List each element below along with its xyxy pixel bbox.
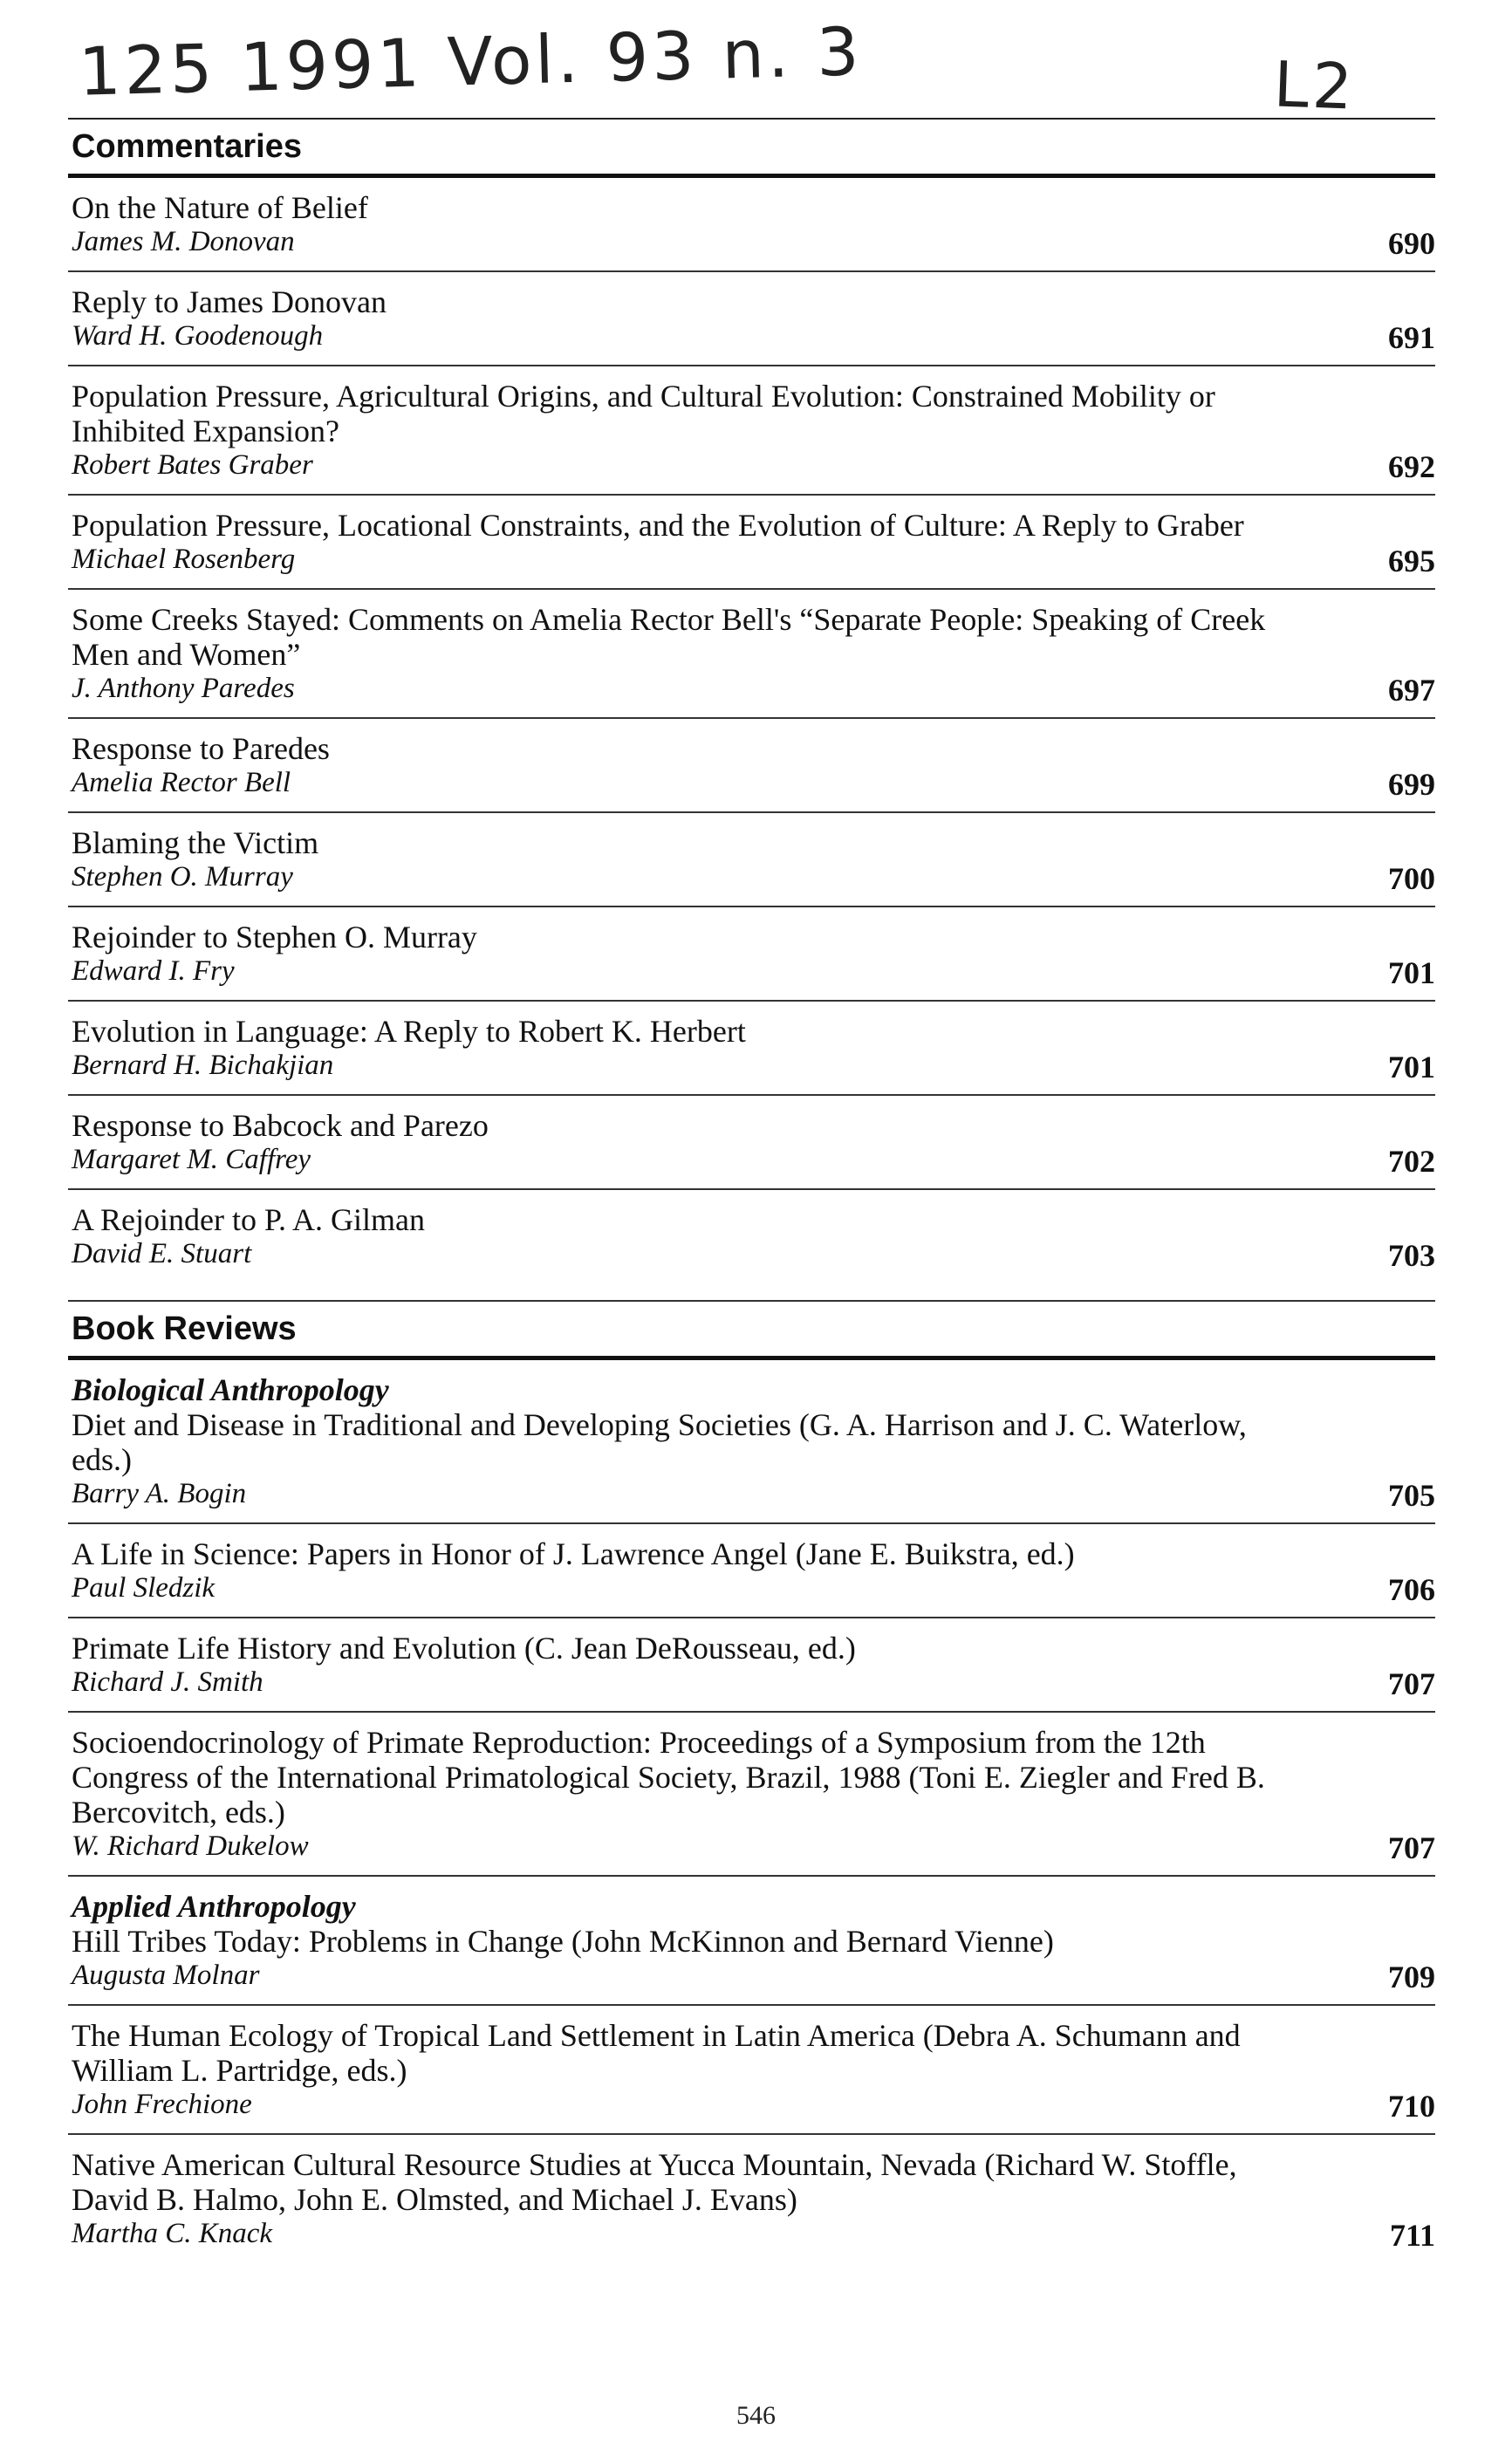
toc-entry xyxy=(68,272,1435,366)
entry-author: Stephen O. Murray xyxy=(72,861,293,893)
entry-page-number: 705 xyxy=(1388,1478,1435,1513)
handwritten-volume-note: 125 1991 Vol. 93 n. 3 xyxy=(77,12,864,111)
entry-author: Margaret M. Caffrey xyxy=(72,1144,311,1175)
entry-author: Richard J. Smith xyxy=(72,1666,263,1698)
entry-author: Ward H. Goodenough xyxy=(72,320,324,352)
entry-title: Reply to James Donovan xyxy=(72,284,387,319)
entry-author: John Frechione xyxy=(72,2089,252,2120)
toc-entry xyxy=(68,496,1435,590)
entry-page-number: 697 xyxy=(1388,673,1435,708)
book-reviews-list xyxy=(68,1360,1435,2262)
entry-title: Native American Cultural Resource Studies at Yucca Mountain, Nevada (Richard W. Stoffle, David B. Halmo, John E. Olmsted, and Michael J. Evans) xyxy=(72,2147,1237,2217)
entry-title: Population Pressure, Locational Constraints, and the Evolution of Culture: A Reply to Graber xyxy=(72,508,1244,543)
entry-title: On the Nature of Belief xyxy=(72,190,368,225)
entry-title: A Rejoinder to P. A. Gilman xyxy=(72,1202,425,1237)
entry-page-number: 701 xyxy=(1388,955,1435,990)
entry-author: Barry A. Bogin xyxy=(72,1478,247,1509)
entry-page-number: 702 xyxy=(1388,1144,1435,1179)
entry-title: Hill Tribes Today: Problems in Change (John McKinnon and Bernard Vienne) xyxy=(72,1924,1054,1959)
toc-entry xyxy=(68,2006,1435,2135)
toc-entry xyxy=(68,1877,1435,2006)
toc-entry xyxy=(68,1190,1435,1283)
entry-title: Evolution in Language: A Reply to Robert K. Herbert xyxy=(72,1014,746,1049)
entry-page-number: 707 xyxy=(1388,1666,1435,1701)
entry-page-number: 703 xyxy=(1388,1238,1435,1273)
entry-author: David E. Stuart xyxy=(72,1238,252,1269)
page-number: 546 xyxy=(736,2401,776,2430)
table-of-contents xyxy=(68,118,1435,2262)
entry-page-number: 706 xyxy=(1388,1572,1435,1607)
entry-author: Amelia Rector Bell xyxy=(72,767,291,798)
entry-page-number: 711 xyxy=(1389,2218,1435,2253)
entry-title: Response to Paredes xyxy=(72,731,330,766)
toc-entry xyxy=(68,1618,1435,1713)
entry-author: Martha C. Knack xyxy=(72,2218,273,2249)
entry-page-number: 695 xyxy=(1388,544,1435,578)
handwritten-shelf-mark: L2 xyxy=(1272,47,1358,124)
toc-entry xyxy=(68,1360,1435,1524)
entry-author: J. Anthony Paredes xyxy=(72,673,295,704)
entry-page-number: 701 xyxy=(1388,1050,1435,1084)
entry-title: Some Creeks Stayed: Comments on Amelia Rector Bell's “Separate People: Speaking of Creek Men and Women” xyxy=(72,602,1266,672)
entry-title: Population Pressure, Agricultural Origins, and Cultural Evolution: Constrained Mobility or Inhibited Expansion? xyxy=(72,379,1215,448)
entry-author: Robert Bates Graber xyxy=(72,449,313,481)
category-subheading: Biological Anthropology xyxy=(72,1372,389,1407)
category-subheading: Applied Anthropology xyxy=(72,1889,356,1924)
entry-title: Diet and Disease in Traditional and Developing Societies (G. A. Harrison and J. C. Waterlow, eds.) xyxy=(72,1407,1247,1477)
toc-entry xyxy=(68,719,1435,813)
entry-page-number: 692 xyxy=(1388,449,1435,484)
toc-entry xyxy=(68,366,1435,496)
entry-author: Augusta Molnar xyxy=(72,1960,260,1991)
entry-page-number: 690 xyxy=(1388,226,1435,261)
entry-title: Primate Life History and Evolution (C. Jean DeRousseau, ed.) xyxy=(72,1631,856,1666)
commentaries-heading: Commentaries xyxy=(68,118,1435,178)
entry-page-number: 691 xyxy=(1388,320,1435,355)
book-reviews-heading: Book Reviews xyxy=(68,1300,1435,1360)
toc-entry xyxy=(68,1096,1435,1190)
toc-entry xyxy=(68,1524,1435,1618)
entry-title: The Human Ecology of Tropical Land Settlement in Latin America (Debra A. Schumann and William L. Partridge, eds.) xyxy=(72,2018,1241,2088)
entry-page-number: 709 xyxy=(1388,1960,1435,1994)
toc-entry xyxy=(68,178,1435,272)
entry-author: Michael Rosenberg xyxy=(72,544,296,575)
toc-entry xyxy=(68,2135,1435,2262)
entry-title: A Life in Science: Papers in Honor of J. Lawrence Angel (Jane E. Buikstra, ed.) xyxy=(72,1536,1075,1571)
entry-title: Socioendocrinology of Primate Reproduction: Proceedings of a Symposium from the 12th Congress of the International Primatological Society, Brazil, 1988 (Toni E. Ziegler and Fred B. Bercovitch, eds.) xyxy=(72,1725,1265,1830)
entry-title: Blaming the Victim xyxy=(72,825,319,860)
entry-author: Edward I. Fry xyxy=(72,955,235,987)
entry-author: W. Richard Dukelow xyxy=(72,1830,309,1862)
handwritten-annotation xyxy=(61,12,1422,124)
entry-page-number: 710 xyxy=(1388,2089,1435,2124)
entry-page-number: 700 xyxy=(1388,861,1435,896)
entry-author: Bernard H. Bichakjian xyxy=(72,1050,334,1081)
commentaries-list xyxy=(68,178,1435,1283)
entry-page-number: 707 xyxy=(1388,1830,1435,1865)
entry-title: Response to Babcock and Parezo xyxy=(72,1108,489,1143)
entry-title: Rejoinder to Stephen O. Murray xyxy=(72,920,477,954)
entry-page-number: 699 xyxy=(1388,767,1435,802)
entry-author: James M. Donovan xyxy=(72,226,295,257)
toc-entry xyxy=(68,813,1435,907)
entry-author: Paul Sledzik xyxy=(72,1572,216,1604)
toc-entry xyxy=(68,1713,1435,1877)
toc-entry xyxy=(68,907,1435,1002)
toc-entry xyxy=(68,1002,1435,1096)
toc-entry xyxy=(68,590,1435,719)
